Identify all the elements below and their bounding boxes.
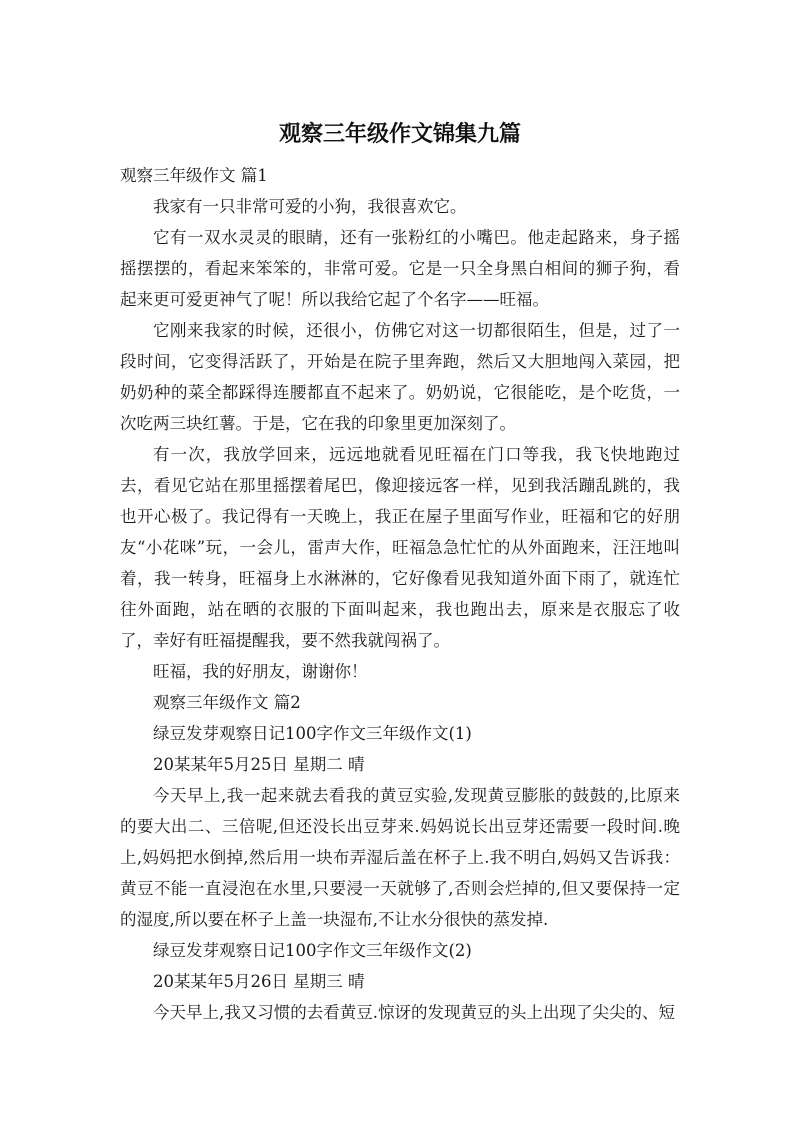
paragraph: 我家有一只非常可爱的小狗，我很喜欢它。 — [153, 197, 467, 216]
paragraph: 有一次，我放学回来，远远地就看见旺福在门口等我，我飞快地跑过去，看见它站在那里摇摆着尾巴，像迎接远客一样，见到我活蹦乱跳的，我也开心极了。我记得有一天晚上，我正在屋子里面写作业，旺福和它的好朋友“小花咪”玩，一会儿，雷声大作，旺福急急忙忙的从外面跑来，汪汪地叫着，我一转身，旺福身上水淋淋的，它好像看见我知道外面下雨了，就连忙往外面跑，站在晒的衣服的下面叫起来，我也跑出去，原来是衣服忘了收了，幸好有旺福提醒我，要不然我就闯祸了。 — [120, 445, 680, 650]
diary-title: 绿豆发芽观察日记100字作文三年级作文(1) — [153, 724, 472, 743]
diary-title: 绿豆发芽观察日记100字作文三年级作文(2) — [153, 941, 472, 960]
paragraph: 今天早上,我又习惯的去看黄豆.惊讶的发现黄豆的头上出现了尖尖的、短 — [153, 1003, 675, 1022]
document-body — [120, 160, 680, 1028]
diary-date: 20某某年5月25日 星期二 晴 — [153, 755, 365, 774]
section-heading-1: 观察三年级作文 篇1 — [120, 166, 268, 185]
paragraph: 今天早上,我一起来就去看我的黄豆实验,发现黄豆膨胀的鼓鼓的,比原来的要大出二、三倍呢,但还没长出豆芽来.妈妈说长出豆芽还需要一段时间.晚上,妈妈把水倒掉,然后用一块布弄湿后盖在杯子上.我不明白,妈妈又告诉我：黄豆不能一直浸泡在水里,只要浸一天就够了,否则会烂掉的,但又要保持一定的湿度,所以要在杯子上盖一块湿布,不让水分很快的蒸发掉. — [120, 786, 680, 929]
document-title: 观察三年级作文锦集九篇 — [278, 122, 521, 147]
section-heading-2: 观察三年级作文 篇2 — [153, 693, 301, 712]
paragraph: 旺福，我的好朋友，谢谢你！ — [153, 662, 368, 681]
paragraph: 它有一双水灵灵的眼睛，还有一张粉红的小嘴巴。他走起路来，身子摇摇摆摆的，看起来笨笨的，非常可爱。它是一只全身黑白相间的狮子狗，看起来更可爱更神气了呢！所以我给它起了个名字——旺福。 — [120, 228, 680, 309]
paragraph: 它刚来我家的时候，还很小，仿佛它对这一切都很陌生，但是，过了一段时间，它变得活跃了，开始是在院子里奔跑，然后又大胆地闯入菜园，把奶奶种的菜全都踩得连腰都直不起来了。奶奶说，它很能吃，是个吃货，一次吃两三块红薯。于是，它在我的印象里更加深刻了。 — [120, 321, 680, 433]
diary-date: 20某某年5月26日 星期三 晴 — [153, 972, 365, 991]
